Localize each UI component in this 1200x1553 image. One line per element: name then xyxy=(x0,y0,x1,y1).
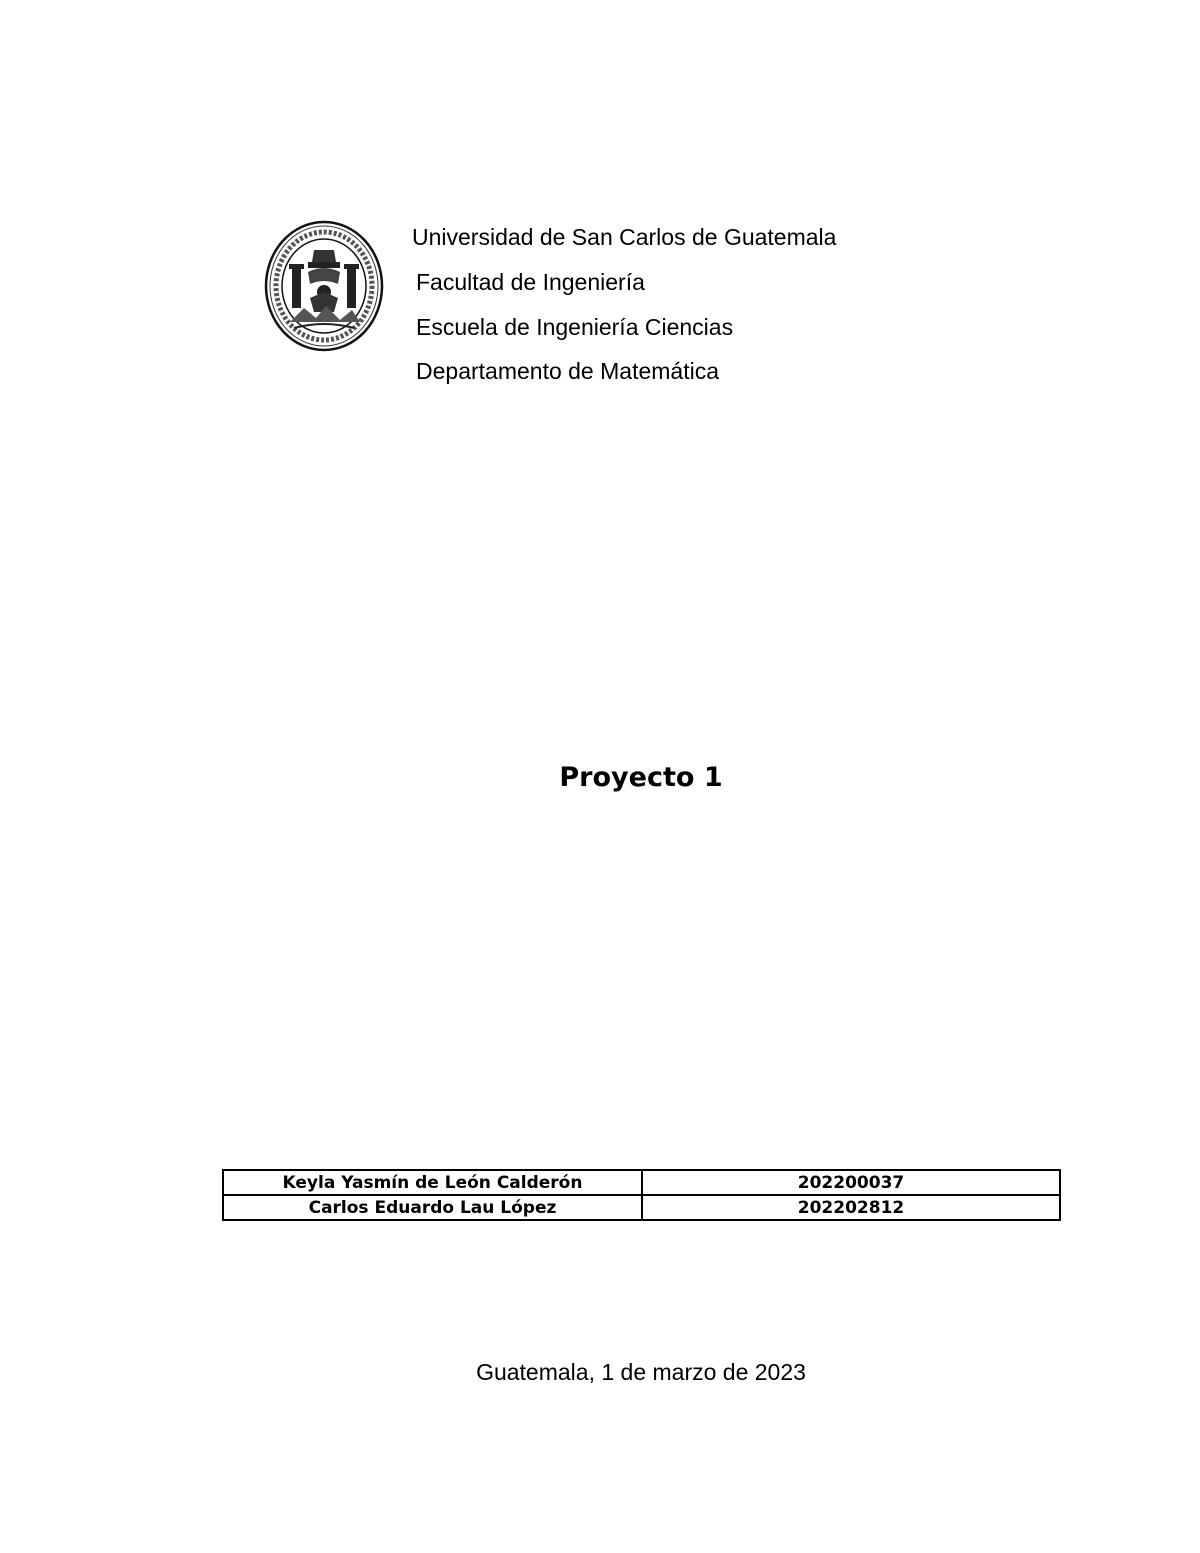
student-name: Keyla Yasmín de León Calderón xyxy=(223,1170,642,1195)
university-name: Universidad de San Carlos de Guatemala xyxy=(412,224,837,250)
table-row xyxy=(223,1170,1060,1195)
date-line: Guatemala, 1 de marzo de 2023 xyxy=(476,1359,806,1385)
student-id: 202202812 xyxy=(642,1195,1060,1220)
department-name: Departamento de Matemática xyxy=(416,358,719,384)
school-name: Escuela de Ingeniería Ciencias xyxy=(416,314,734,340)
faculty-name: Facultad de Ingeniería xyxy=(416,269,645,295)
document-title: Proyecto 1 xyxy=(559,762,723,793)
students-table xyxy=(222,1169,1061,1221)
student-name: Carlos Eduardo Lau López xyxy=(223,1195,642,1220)
table-row xyxy=(223,1195,1060,1220)
student-id: 202200037 xyxy=(642,1170,1060,1195)
university-seal-icon xyxy=(264,220,384,352)
